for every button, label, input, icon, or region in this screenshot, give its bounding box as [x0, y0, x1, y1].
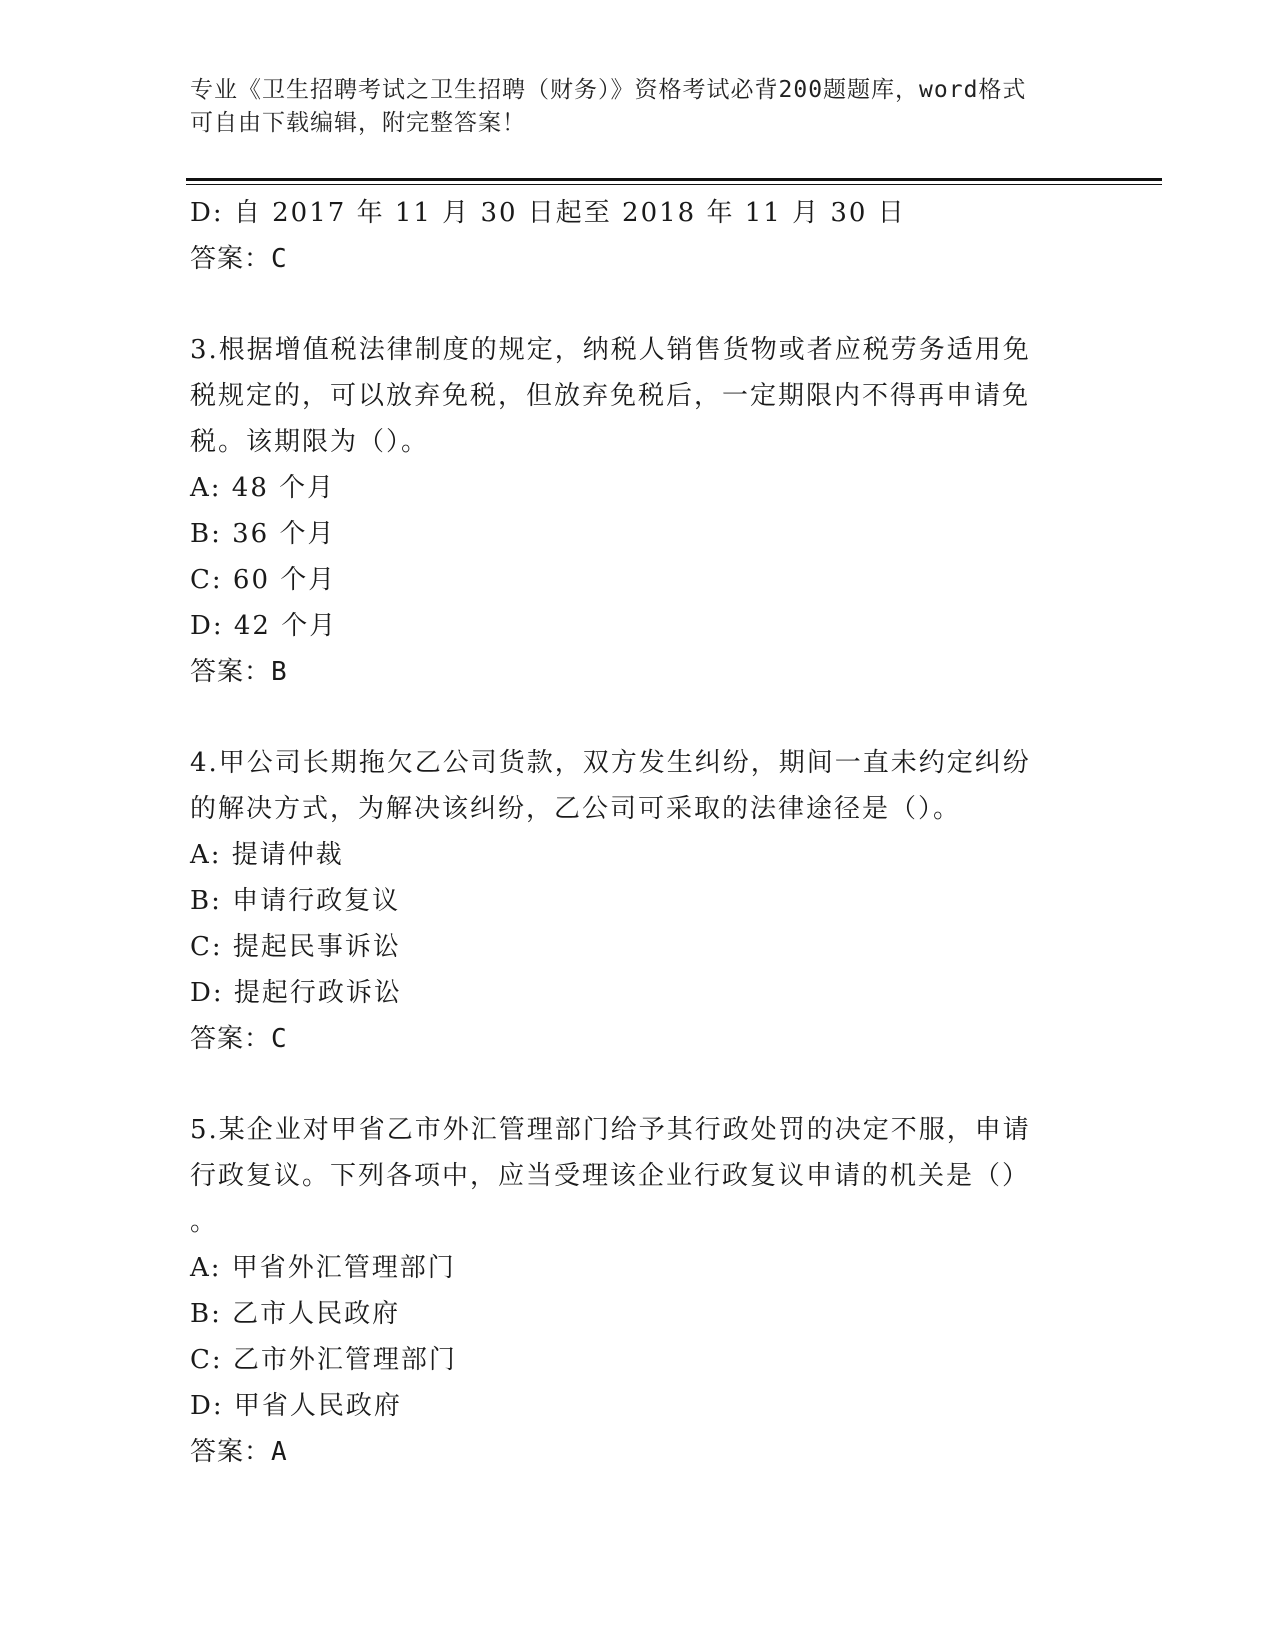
- option-d: D: 甲省人民政府: [190, 1391, 402, 1421]
- question-4: [190, 740, 1090, 1062]
- answer-line: 答案：C: [190, 244, 288, 274]
- question-5: [190, 1107, 1090, 1475]
- option-a: A: 甲省外汇管理部门: [190, 1253, 456, 1283]
- question-stem-line: 的解决方式，为解决该纠纷，乙公司可采取的法律途径是（）。: [190, 794, 962, 824]
- header-divider-thick: [186, 178, 1162, 181]
- question-stem-line: 4.甲公司长期拖欠乙公司货款，双方发生纠纷，期间一直未约定纠纷: [190, 748, 1031, 778]
- question-stem-line: 。: [190, 1207, 219, 1237]
- question-stem-line: 行政复议。下列各项中，应当受理该企业行政复议申请的机关是（）: [190, 1161, 1031, 1191]
- question-3: [190, 327, 1090, 695]
- question-stem-line: 税。该期限为（）。: [190, 427, 430, 457]
- answer-line: 答案：B: [190, 657, 288, 687]
- option-d: D: 42 个月: [190, 611, 338, 641]
- option-a: A: 48 个月: [190, 473, 336, 503]
- option-d: D: 提起行政诉讼: [190, 978, 402, 1008]
- document-header: [190, 74, 1090, 140]
- question-stem-line: 税规定的，可以放弃免税，但放弃免税后，一定期限内不得再申请免: [190, 381, 1031, 411]
- header-line-1: 专业《卫生招聘考试之卫生招聘（财务）》资格考试必背200题题库，word格式: [190, 77, 1027, 103]
- option-a: A: 提请仲裁: [190, 840, 344, 870]
- question-stem-line: 3.根据增值税法律制度的规定，纳税人销售货物或者应税劳务适用免: [190, 335, 1031, 365]
- question-content: [190, 190, 1090, 1475]
- header-line-2: 可自由下载编辑，附完整答案！: [190, 110, 526, 136]
- option-c: C: 提起民事诉讼: [190, 932, 401, 962]
- question-2-tail: [190, 190, 1090, 282]
- header-divider-thin: [186, 184, 1162, 185]
- question-stem-line: 5.某企业对甲省乙市外汇管理部门给予其行政处罚的决定不服，申请: [190, 1115, 1031, 1145]
- option-b: B: 乙市人民政府: [190, 1299, 401, 1329]
- option-c: C: 60 个月: [190, 565, 337, 595]
- answer-line: 答案：A: [190, 1437, 288, 1467]
- option-b: B: 36 个月: [190, 519, 336, 549]
- option-c: C: 乙市外汇管理部门: [190, 1345, 457, 1375]
- option-b: B: 申请行政复议: [190, 886, 401, 916]
- option-d: D: 自 2017 年 11 月 30 日起至 2018 年 11 月 30 日: [190, 198, 906, 228]
- answer-line: 答案：C: [190, 1024, 288, 1054]
